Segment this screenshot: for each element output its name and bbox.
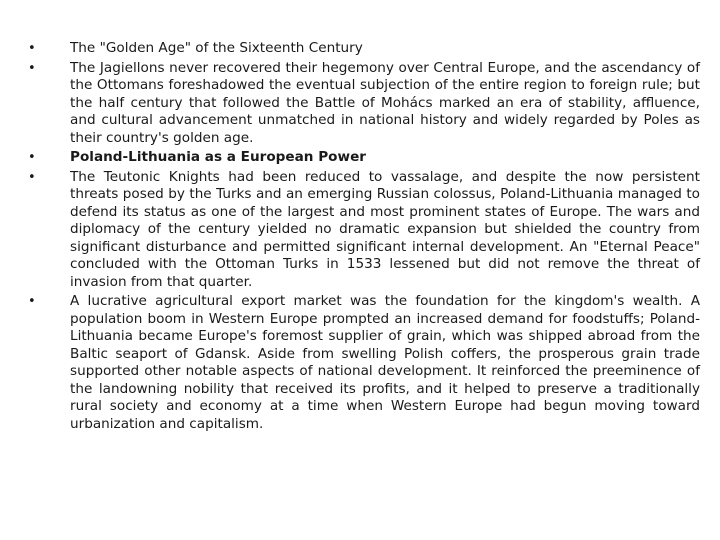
bullet-item-european-power-heading: [28, 149, 700, 167]
bullet-icon: •: [28, 60, 36, 76]
bullet-text: The Teutonic Knights had been reduced to vassalage, and despite the now persistent threats posed by the Turks and an emerging Russian colossus, Poland-Lithuania managed to defend its status as one of the largest and most prominent states of Europe. The wars and diplomacy of the century yielded no dramatic expansion but shielded the country from significant disturbance and permitted significant internal development. An "Eternal Peace" concluded with the Ottoman Turks in 1533 lessened but did not remove the threat of invasion from that quarter.: [70, 168, 700, 290]
bullet-item-teutonic-knights: [28, 169, 700, 292]
bullet-icon: •: [28, 150, 36, 165]
bullet-icon: •: [28, 169, 36, 185]
bullet-text: The "Golden Age" of the Sixteenth Century: [70, 40, 363, 56]
bullet-icon: •: [28, 294, 36, 309]
bullet-text: Poland-Lithuania as a European Power: [70, 149, 367, 165]
bullet-text: The Jagiellons never recovered their hegemony over Central Europe, and the ascendancy of the Ottomans foreshadowed the eventual subjection of the entire region to foreign rule; but the half century that followed the Battle of Mohács marked an era of stability, affluence, and cultural advancement unmatched in national history and widely regarded by Poles as their country's golden age.: [70, 59, 700, 146]
bullet-list: [28, 40, 700, 433]
bullet-text: A lucrative agricultural export market was the foundation for the kingdom's wealth. A population boom in Western Europe prompted an increased demand for foodstuffs; Poland-Lithuania became Europe's foremost supplier of grain, which was shipped abroad from the Baltic seaport of Gdansk. Aside from swelling Polish coffers, the prosperous grain trade supported other notable aspects of national development. It reinforced the preeminence of the landowning nobility that received its profits, and it helped to preserve a traditionally rural society and economy at a time when Western Europe had begun moving toward urbanization and capitalism.: [70, 293, 700, 432]
bullet-item-golden-age-title: [28, 40, 700, 58]
bullet-item-jagiellons: [28, 60, 700, 148]
bullet-item-agricultural-export: [28, 293, 700, 433]
bullet-icon: •: [28, 41, 36, 56]
